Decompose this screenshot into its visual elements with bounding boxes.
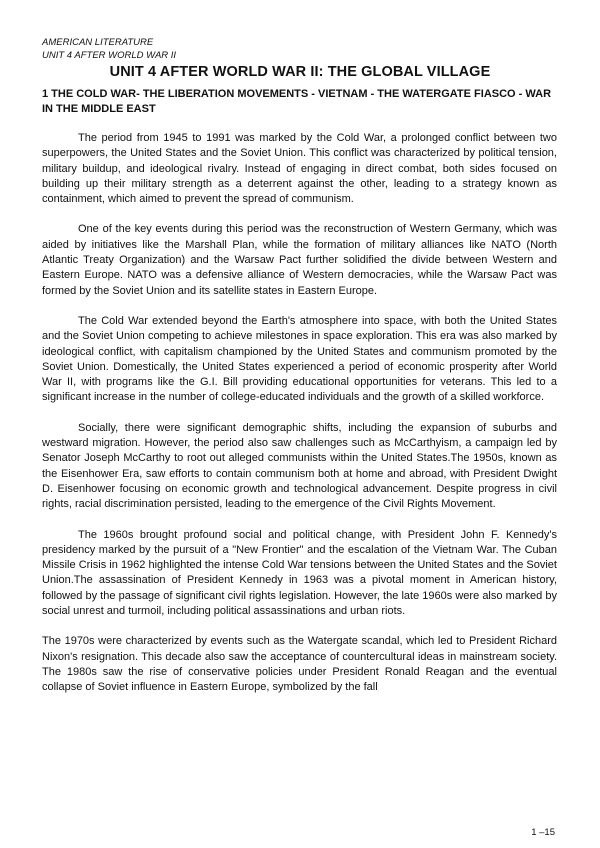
page-number: 1 –15 bbox=[531, 827, 555, 838]
page-title: UNIT 4 AFTER WORLD WAR II: THE GLOBAL VILLAGE bbox=[109, 64, 491, 80]
paragraph-1960s: The 1960s brought profound social and political change, with President John F. Kennedy's presidency marked by the pursuit of a "New Frontier" and the escalation of the Vietnam War. The Cuban Missile Crisis in 1962 highlighted the intense Cold War tensions between the United States and the Soviet Union.The assassination of President Kennedy in 1963 was a pivotal moment in American history, followed by the passage of significant civil rights legislation. However, the late 1960s were also marked by social unrest and turmoil, including political assassinations and urban riots. bbox=[42, 528, 557, 618]
body-text bbox=[42, 131, 557, 696]
course-label: AMERICAN LITERATURE bbox=[42, 37, 154, 48]
paragraph-space-race: The Cold War extended beyond the Earth's atmosphere into space, with both the United States and the Soviet Union competing to achieve milestones in space exploration. This era was also marked by ideological conflict, with capitalism championed by the United States and communism promoted by the Soviet Union. Domestically, the United States experienced a period of economic prosperity after World War II, with programs like the G.I. Bill providing educational opportunities for veterans. This led to a significant increase in the number of college-educated individuals and the growth of a skilled workforce. bbox=[42, 314, 557, 404]
unit-label: UNIT 4 AFTER WORLD WAR II bbox=[42, 50, 177, 61]
paragraph-germany-nato: One of the key events during this period was the reconstruction of Western Germany, which was aided by initiatives like the Marshall Plan, while the formation of military alliances like NATO (North Atlantic Treaty Organization) and the Warsaw Pact further solidified the divide between Western and Eastern Europe. NATO was a defensive alliance of Western democracies, while the Warsaw Pact was formed by the Soviet Union and its satellite states in Eastern Europe. bbox=[42, 223, 557, 297]
section-heading: 1 THE COLD WAR- THE LIBERATION MOVEMENTS - VIETNAM - THE WATERGATE FIASCO - WAR IN THE MIDDLE EAST bbox=[42, 88, 552, 115]
paragraph-social-shifts: Socially, there were significant demographic shifts, including the expansion of suburbs and westward migration. However, the period also saw challenges such as McCarthyism, a campaign led by Senator Joseph McCarthy to root out alleged communists within the United States.The 1950s, known as the Eisenhower Era, saw efforts to contain communism both at home and abroad, with President Dwight D. Eisenhower focusing on economic growth and technological advancement. Despite progress in civil rights, racial discrimination persisted, leading to the emergence of the Civil Rights Movement. bbox=[42, 421, 557, 511]
paragraph-1970s-1980s: The 1970s were characterized by events such as the Watergate scandal, which led to President Richard Nixon's resignation. This decade also saw the acceptance of countercultural ideas in mainstream society. The 1980s saw the rise of conservative policies under President Ronald Reagan and the eventual collapse of Soviet influence in Eastern Europe, symbolized by the fall bbox=[42, 635, 557, 694]
paragraph-cold-war: The period from 1945 to 1991 was marked by the Cold War, a prolonged conflict between two superpowers, the United States and the Soviet Union. This conflict was characterized by political tension, military buildup, and ideological rivalry. Instead of engaging in direct combat, both sides focused on building up their military strength as a deterrent against the other, leading to a strategy known as containment, which aimed to prevent the spread of communism. bbox=[42, 132, 557, 206]
running-header bbox=[42, 36, 176, 62]
